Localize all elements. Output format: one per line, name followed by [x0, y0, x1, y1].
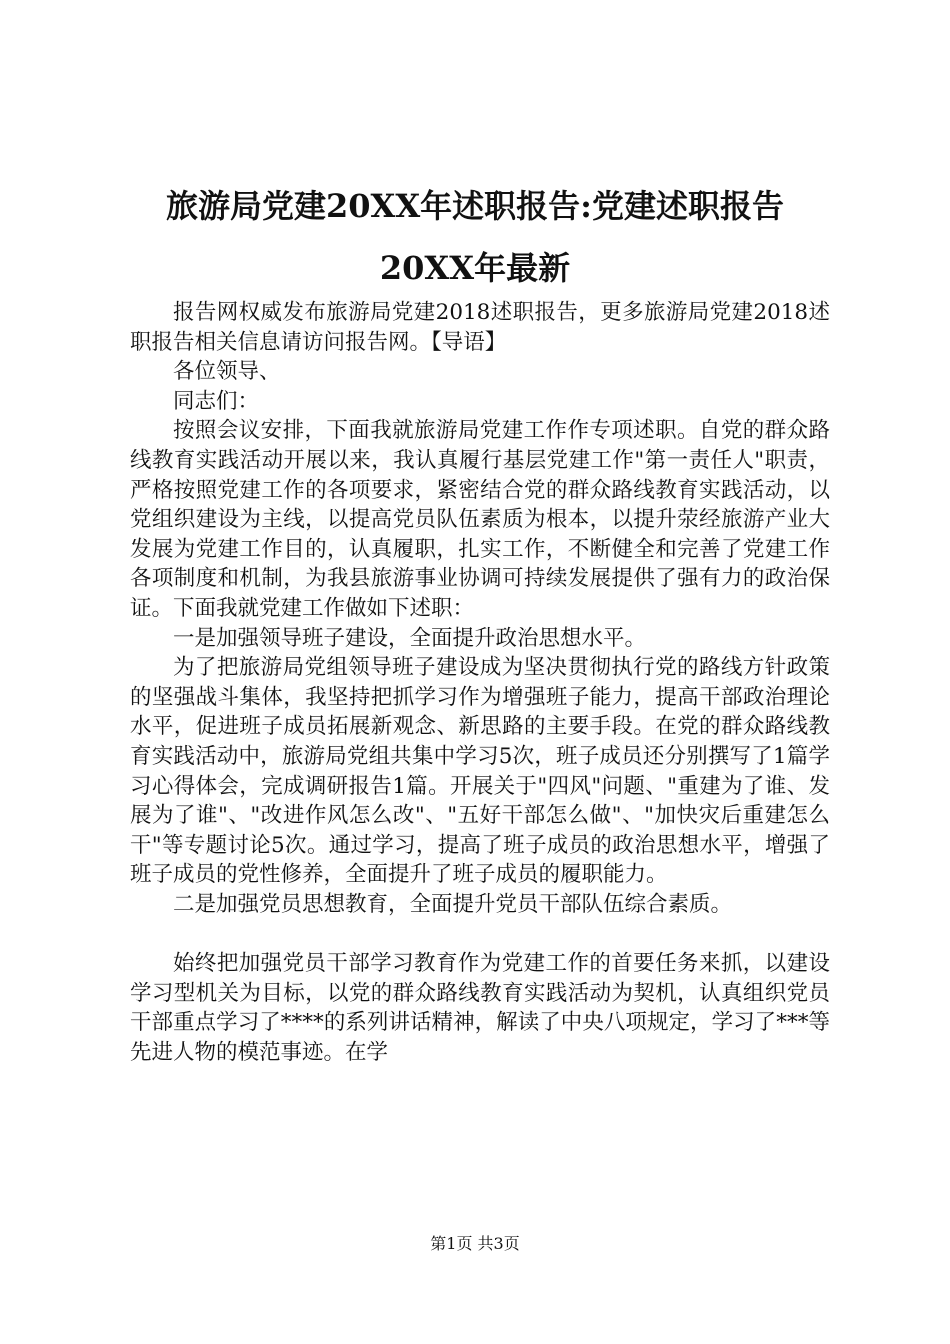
section-heading-2: 二是加强党员思想教育，全面提升党员干部队伍综合素质。 — [173, 891, 733, 917]
intro-paragraph: 报告网权威发布旅游局党建2018述职报告，更多旅游局党建2018述职报告相关信息请访问报告网。【导语】 — [130, 300, 830, 355]
salutation-comrades: 同志们： — [173, 388, 260, 414]
document-body — [130, 298, 830, 1067]
salutation-leaders: 各位领导、 — [173, 359, 281, 385]
body-paragraph: 始终把加强党员干部学习教育作为党建工作的首要任务来抓，以建设学习型机关为目标，以党的群众路线教育实践活动为契机，认真组织党员干部重点学习了****的系列讲话精神，解读了中央八项规定，学习了***等先进人物的模范事迹。在学 — [130, 951, 830, 1065]
document-title-line-2: 20XX年最新 — [379, 249, 571, 287]
body-paragraph: 为了把旅游局党组领导班子建设成为坚决贯彻执行党的路线方针政策的坚强战斗集体，我坚持把抓学习作为增强班子能力，提高干部政治理论水平，促进班子成员拓展新观念、新思路的主要手段。在党的群众路线教育实践活动中，旅游局党组共集中学习5次，班子成员还分别撰写了1篇学习心得体会，完成调研报告1篇。开展关于"四风"问题、"重建为了谁、发展为了谁"、"改进作风怎么改"、"五好干部怎么做"、"加快灾后重建怎么干"等专题讨论5次。通过学习，提高了班子成员的政治思想水平，增强了班子成员的党性修养，全面提升了班子成员的履职能力。 — [130, 655, 830, 888]
section-heading-1: 一是加强领导班子建设，全面提升政治思想水平。 — [173, 625, 647, 651]
body-paragraph: 按照会议安排，下面我就旅游局党建工作作专项述职。自党的群众路线教育实践活动开展以来，我认真履行基层党建工作"第一责任人"职责，严格按照党建工作的各项要求，紧密结合党的群众路线教育实践活动，以党组织建设为主线，以提高党员队伍素质为根本，以提升荥经旅游产业大发展为党建工作目的，认真履职，扎实工作，不断健全和完善了党建工作各项制度和机制，为我县旅游事业协调可持续发展提供了强有力的政治保证。下面我就党建工作做如下述职： — [130, 418, 830, 621]
page-footer: 第1页 共3页 — [430, 1234, 520, 1253]
document-title-line-1: 旅游局党建20XX年述职报告:党建述职报告 — [165, 187, 784, 225]
